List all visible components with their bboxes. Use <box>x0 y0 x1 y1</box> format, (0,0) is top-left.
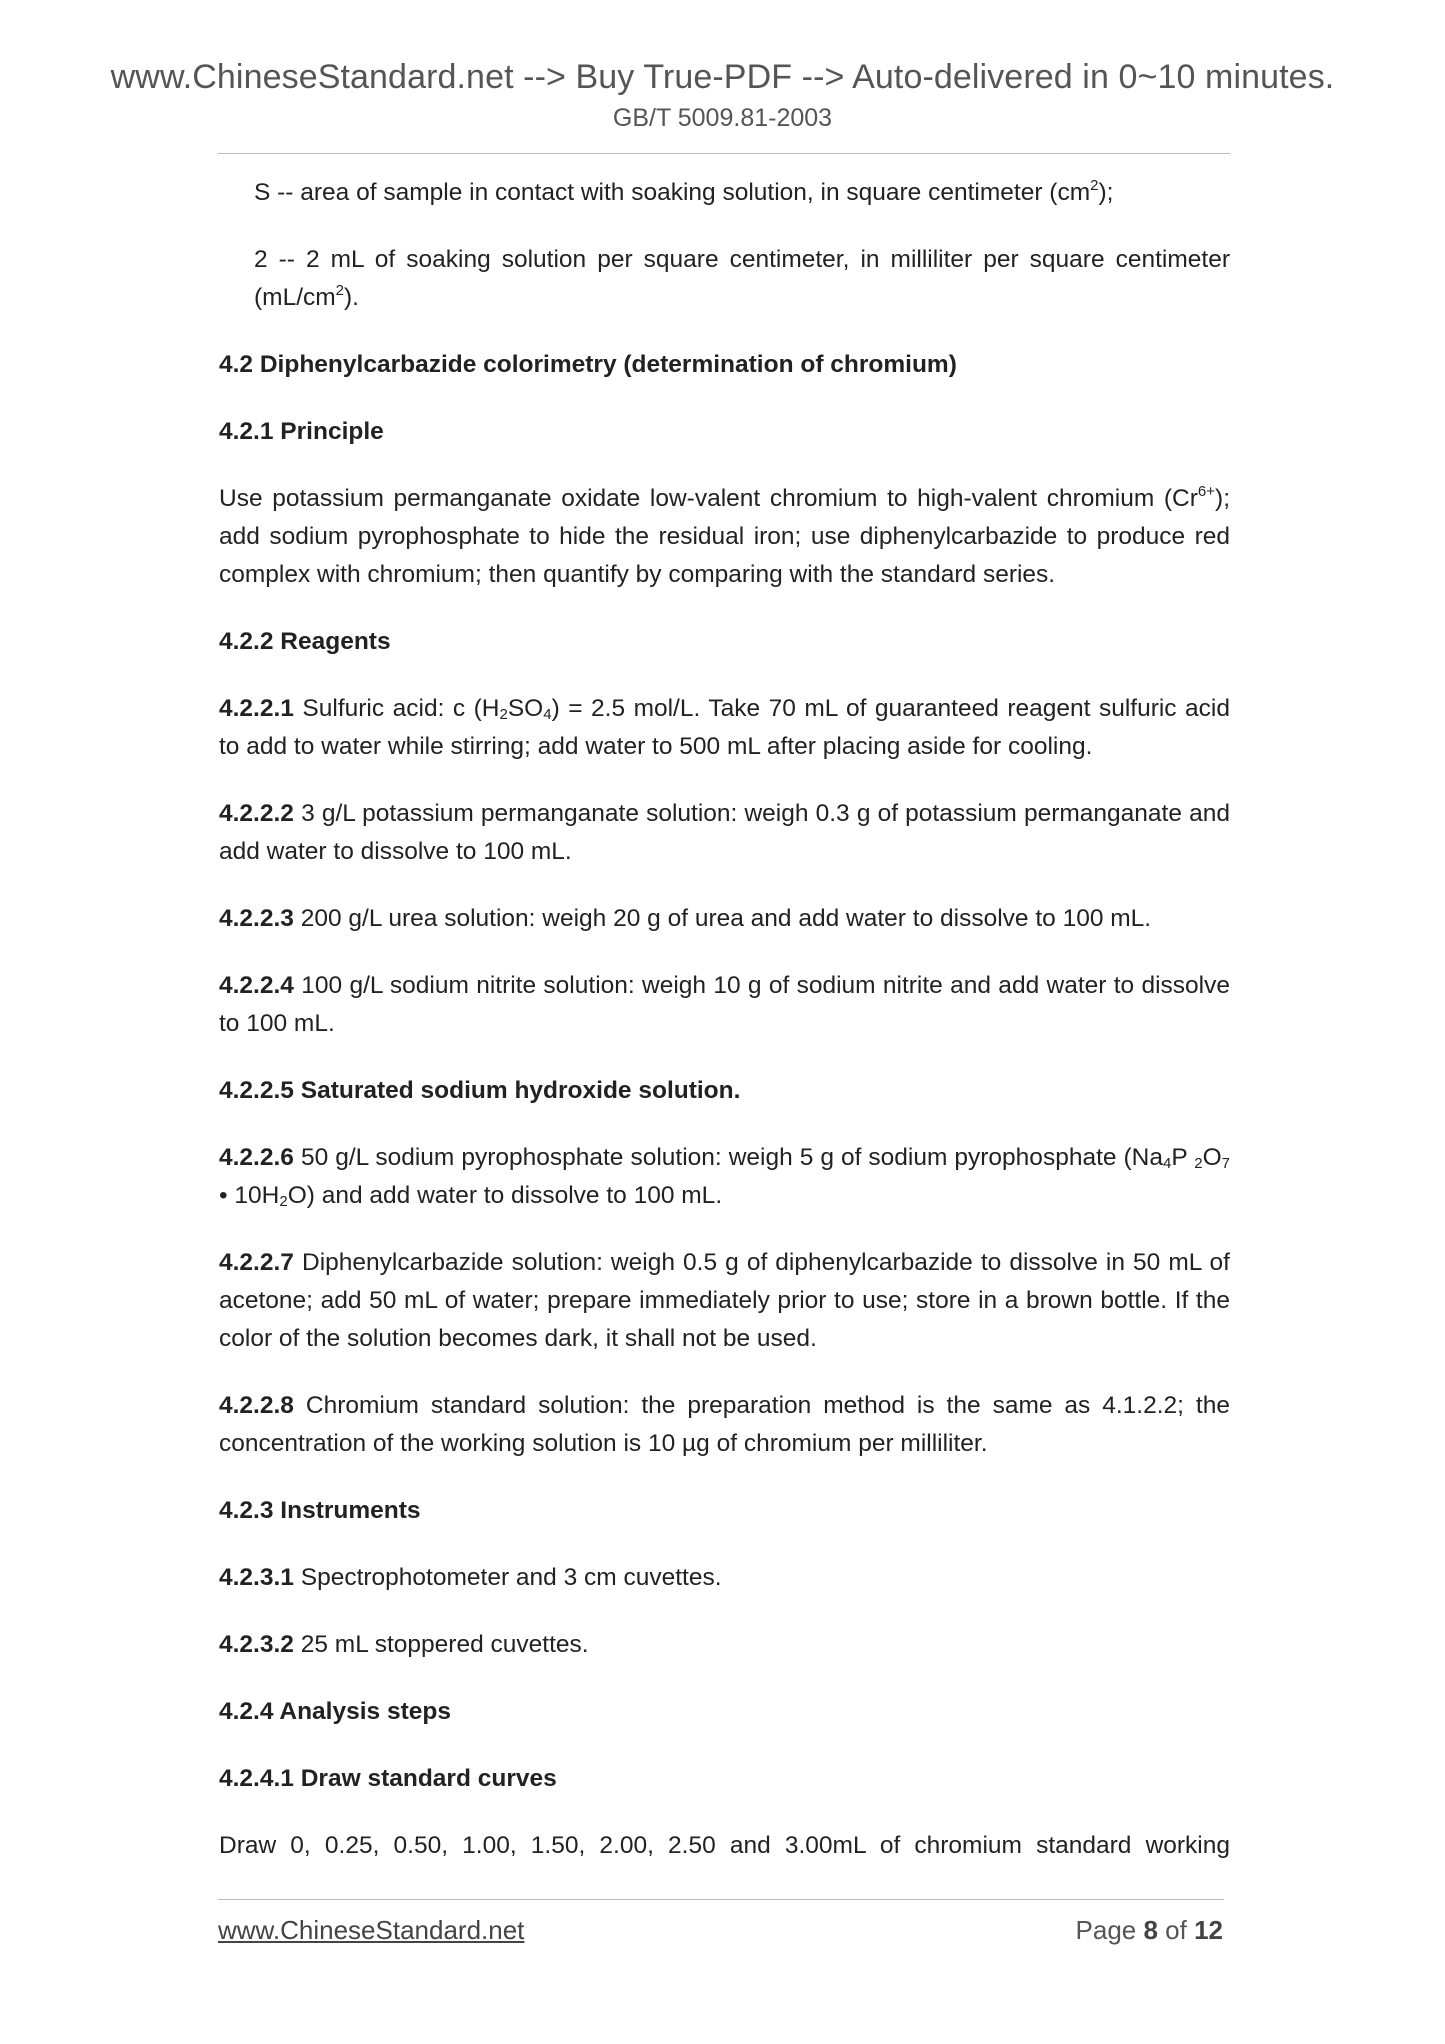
heading-4-2-1: 4.2.1 Principle <box>219 418 384 445</box>
reagent-4-2-2-7: 4.2.2.7 Diphenylcarbazide solution: weigh 0.5 g of diphenylcarbazide to dissolve in 50 mL of acetone; add 50 mL of water; prepare immediately prior to use; store in a brown bottle. If the color of the solution becomes dark, it shall not be used. <box>219 1249 1230 1352</box>
header-banner[interactable]: www.ChineseStandard.net --> Buy True-PDF --> Auto-delivered in 0~10 minutes. <box>110 58 1335 96</box>
principle-paragraph: Use potassium permanganate oxidate low-valent chromium to high-valent chromium $(Cr^{6+})$; add sodium pyrophosphate to hide the residual iron; use diphenylcarbazide to produce red complex with chromium; then quantify by comparing with the standard series. <box>219 483 1230 588</box>
instrument-4-2-3-2: 4.2.3.2 25 mL stoppered cuvettes. <box>219 1631 589 1658</box>
draw-standard-paragraph: Draw 0, 0.25, 0.50, 1.00, 1.50, 2.00, 2.50 and 3.00mL of chromium standard working <box>219 1832 1230 1859</box>
heading-4-2: 4.2 Diphenylcarbazide colorimetry (determination of chromium) <box>219 351 957 378</box>
reagent-4-2-2-6: 4.2.2.6 50 g/L sodium pyrophosphate solution: weigh 5 g of sodium pyrophosphate ($Na_4P$ $_2O_7$ • $10H_2O$) and add water to dissolve to 100 mL. <box>219 1144 1230 1210</box>
page-number: Page 8 of 12 <box>1075 1915 1223 1945</box>
reagent-4-2-2-5: 4.2.2.5 Saturated sodium hydroxide solution. <box>219 1077 741 1104</box>
footer-site-link[interactable]: www.ChineseStandard.net <box>218 1915 525 1945</box>
reagent-4-2-2-8: 4.2.2.8 Chromium standard solution: the preparation method is the same as 4.1.2.2; the concentration of the working solution is 10 µg of chromium per milliliter. <box>219 1392 1230 1457</box>
heading-4-2-4: 4.2.4 Analysis steps <box>219 1698 451 1725</box>
reagent-4-2-2-3: 4.2.2.3 200 g/L urea solution: weigh 20 g of urea and add water to dissolve to 100 mL. <box>219 905 1152 932</box>
footer-divider <box>218 1899 1224 1900</box>
standard-id: GB/T 5009.81-2003 <box>612 104 833 132</box>
reagent-4-2-2-4: 4.2.2.4 100 g/L sodium nitrite solution: weigh 10 g of sodium nitrite and add water to dissolve to 100 mL. <box>219 972 1230 1037</box>
heading-4-2-4-1: 4.2.4.1 Draw standard curves <box>219 1765 557 1792</box>
instrument-4-2-3-1: 4.2.3.1 Spectrophotometer and 3 cm cuvettes. <box>219 1564 722 1591</box>
reagent-4-2-2-2: 4.2.2.2 3 g/L potassium permanganate solution: weigh 0.3 g of potassium permanganate and add water to dissolve to 100 mL. <box>219 800 1230 865</box>
definition-s: S -- area of sample in contact with soaking solution, in square centimeter $(cm^2)$; <box>254 177 1114 206</box>
definition-2: 2 -- 2 mL of soaking solution per square centimeter, in milliliter per square centimeter $(mL/cm^2)$. <box>254 246 1230 311</box>
document-body <box>219 174 1230 1894</box>
heading-4-2-3: 4.2.3 Instruments <box>219 1497 421 1524</box>
reagent-4-2-2-1: 4.2.2.1 Sulfuric acid: c $(H_2SO_4) = 2.5$ mol/L. Take 70 mL of guaranteed reagent sulfuric acid to add to water while stirring; add water to 500 mL after placing aside for cooling. <box>219 695 1230 760</box>
heading-4-2-2: 4.2.2 Reagents <box>219 628 391 655</box>
header-divider <box>218 153 1230 154</box>
